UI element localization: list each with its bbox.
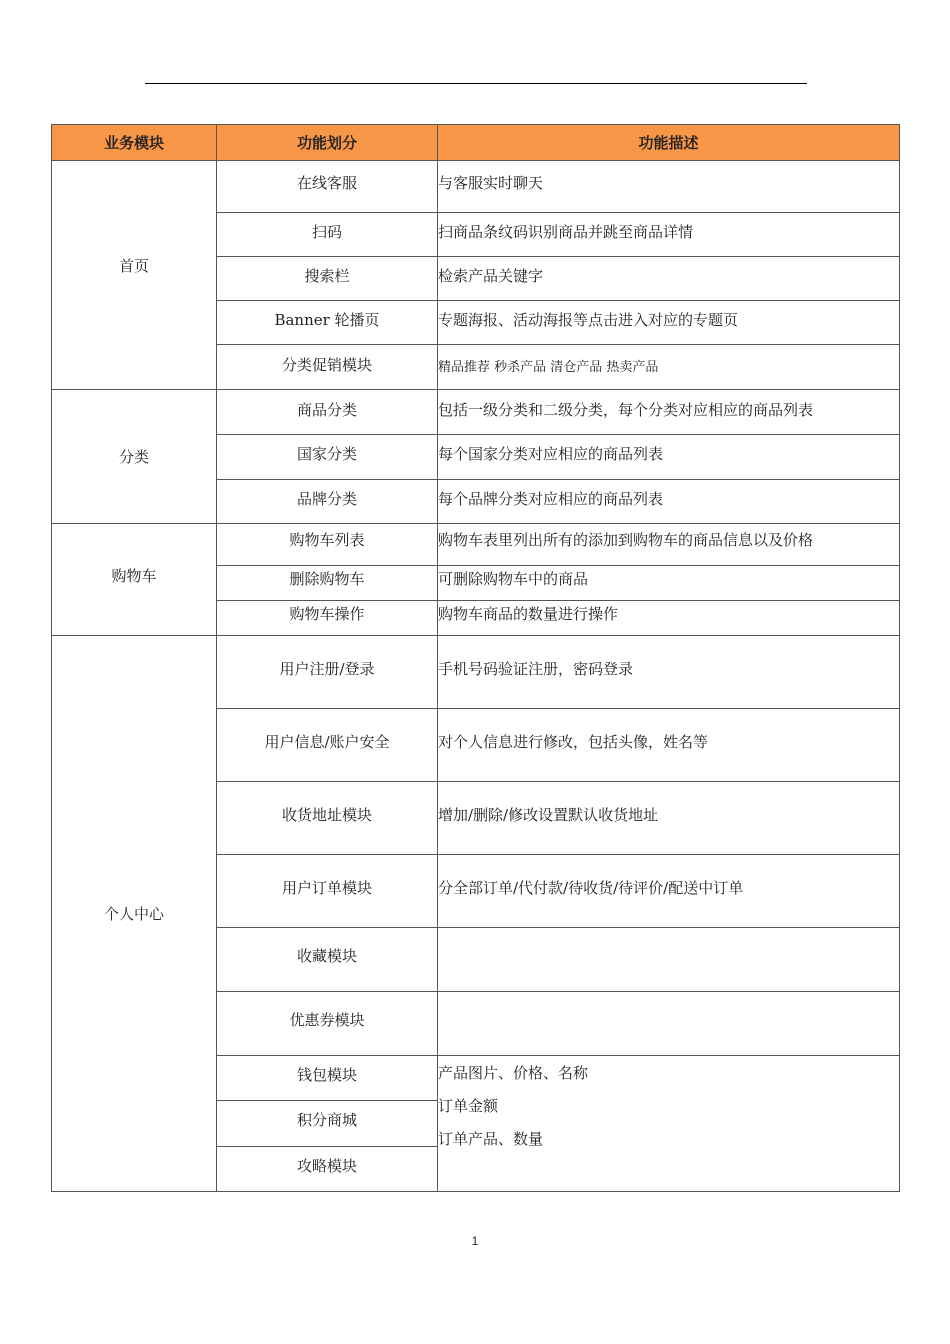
module-cell-personal [52, 636, 217, 1192]
description-cell [438, 524, 900, 566]
description-text: 购物车商品的数量进行操作 [438, 605, 619, 623]
module-label: 个人中心 [103, 905, 164, 923]
function-cell [217, 161, 438, 213]
description-text: 增加/删除/修改设置默认收货地址 [438, 806, 659, 824]
function-label: 商品分类 [296, 401, 357, 419]
header-module: 业务模块 [52, 125, 217, 161]
description-text: 订单产品、数量 [438, 1130, 544, 1148]
function-cell [217, 1101, 438, 1147]
description-cell-merged [438, 1056, 900, 1192]
function-cell [217, 636, 438, 709]
function-label: 国家分类 [296, 445, 357, 463]
function-label: 购物车操作 [289, 605, 365, 623]
function-cell [217, 566, 438, 601]
function-cell [217, 709, 438, 782]
function-cell [217, 782, 438, 855]
module-cell-home [52, 161, 217, 390]
description-text: 手机号码验证注册，密码登录 [438, 660, 634, 678]
description-cell [438, 782, 900, 855]
function-cell [217, 213, 438, 257]
function-label: 攻略模块 [296, 1157, 357, 1175]
function-cell [217, 992, 438, 1056]
function-label: 购物车列表 [289, 531, 365, 549]
function-cell [217, 390, 438, 435]
page-number: 1 [471, 1234, 479, 1248]
function-cell [217, 435, 438, 480]
function-cell [217, 480, 438, 524]
function-label: 收藏模块 [296, 947, 357, 965]
description-text: 精品推荐 秒杀产品 清仓产品 热卖产品 [438, 360, 659, 375]
table-row [52, 390, 900, 435]
description-cell [438, 390, 900, 435]
module-label: 首页 [118, 256, 149, 275]
description-cell [438, 161, 900, 213]
table-row [52, 636, 900, 709]
function-label: 搜索栏 [304, 267, 350, 285]
description-text: 每个品牌分类对应相应的商品列表 [438, 490, 664, 508]
function-label: 扫码 [311, 223, 342, 241]
function-cell [217, 257, 438, 301]
function-label: 用户信息/账户安全 [264, 733, 390, 751]
header-function: 功能划分 [217, 125, 438, 161]
function-label: 在线客服 [296, 174, 357, 192]
description-text: 包括一级分类和二级分类，每个分类对应相应的商品列表 [438, 401, 814, 419]
function-label: 分类促销模块 [281, 356, 372, 374]
function-cell [217, 855, 438, 928]
module-cell-cart [52, 524, 217, 636]
function-cell [217, 524, 438, 566]
function-label: 品牌分类 [296, 490, 357, 508]
function-label: 删除购物车 [289, 570, 365, 588]
function-label: 优惠券模块 [289, 1011, 365, 1029]
header-rule [145, 83, 807, 84]
description-text: 可删除购物车中的商品 [438, 570, 589, 588]
function-label: Banner 轮播页 [274, 311, 380, 329]
description-text: 分全部订单/代付款/待收货/待评价/配送中订单 [438, 879, 744, 897]
feature-table [51, 124, 900, 1192]
function-cell [217, 301, 438, 345]
description-text: 对个人信息进行修改，包括头像，姓名等 [438, 733, 709, 751]
function-label: 用户订单模块 [281, 879, 372, 897]
function-cell [217, 1056, 438, 1101]
description-cell [438, 855, 900, 928]
description-cell [438, 345, 900, 390]
description-cell [438, 601, 900, 636]
function-label: 钱包模块 [296, 1066, 357, 1084]
table-row [52, 524, 900, 566]
function-cell [217, 1147, 438, 1192]
description-cell [438, 301, 900, 345]
description-cell [438, 480, 900, 524]
function-label: 收货地址模块 [281, 806, 372, 824]
module-cell-category [52, 390, 217, 524]
description-cell [438, 636, 900, 709]
description-cell [438, 435, 900, 480]
function-label: 积分商城 [296, 1111, 357, 1129]
description-text: 购物车表里列出所有的添加到购物车的商品信息以及价格 [438, 531, 814, 549]
description-text: 扫商品条纹码识别商品并跳至商品详情 [438, 223, 694, 241]
description-cell [438, 566, 900, 601]
description-text: 每个国家分类对应相应的商品列表 [438, 445, 664, 463]
description-text: 产品图片、价格、名称 [438, 1064, 589, 1082]
description-text: 与客服实时聊天 [438, 174, 544, 192]
header-description: 功能描述 [438, 125, 900, 161]
description-text: 专题海报、活动海报等点击进入对应的专题页 [438, 311, 739, 329]
table-row [52, 161, 900, 213]
description-cell [438, 213, 900, 257]
description-cell [438, 257, 900, 301]
function-cell [217, 345, 438, 390]
description-cell [438, 992, 900, 1056]
function-cell [217, 928, 438, 992]
description-cell [438, 709, 900, 782]
module-label: 购物车 [111, 567, 157, 585]
description-text: 订单金额 [438, 1097, 499, 1115]
table-header-row [52, 125, 900, 161]
description-text: 检索产品关键字 [438, 267, 544, 285]
module-label: 分类 [118, 448, 149, 466]
function-cell [217, 601, 438, 636]
function-label: 用户注册/登录 [279, 660, 375, 678]
description-cell [438, 928, 900, 992]
